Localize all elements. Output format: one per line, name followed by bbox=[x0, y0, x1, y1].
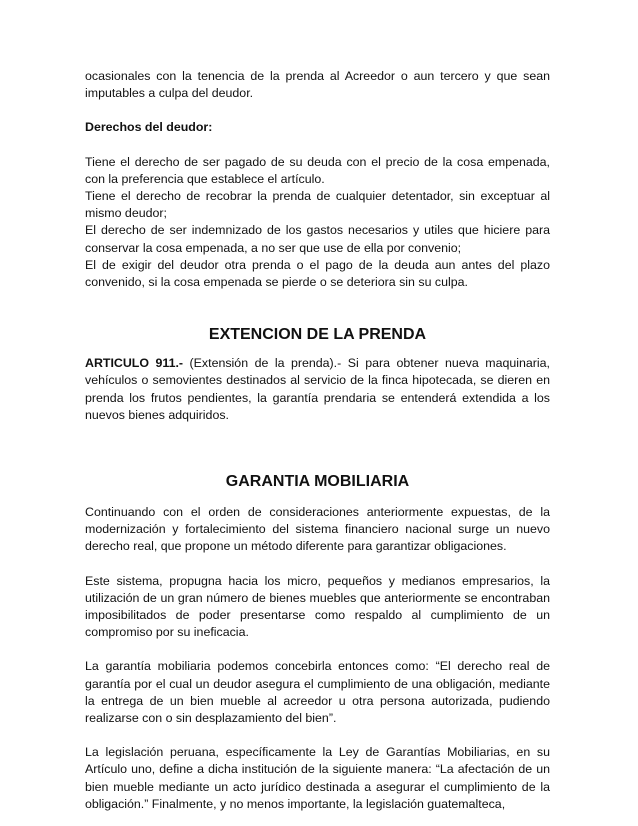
debtor-right-2: Tiene el derecho de recobrar la prenda de cualquier detentador, sin exceptuar al mismo deudor; bbox=[85, 189, 550, 221]
debtor-right-4: El de exigir del deudor otra prenda o el pago de la deuda aun antes del plazo convenido, si la cosa empenada se pierde o se deteriora sin su culpa. bbox=[85, 257, 550, 290]
garantia-paragraph-3: La garantía mobiliaria podemos concebirla entonces como: “El derecho real de garantía por el cual un deudor asegura el cumplimiento de una obligación, mediante la entrega de un bien mueble al acreedor u otra persona autorizada, pudiendo realizarse con o sin desplazamiento del bien”. bbox=[85, 659, 550, 726]
article-911-paragraph bbox=[85, 355, 550, 424]
article-text: (Extensión de la prenda).- Si para obtener nueva maquinaria, vehículos o semovientes destinados al servicio de la finca hipotecada, se dieren en prenda los frutos pendientes, la garantía prendaria se entenderá extendida a los nuevos bienes adquiridos. bbox=[85, 356, 550, 422]
debtor-rights-heading: Derechos del deudor: bbox=[85, 120, 213, 135]
section-title-garantia: GARANTIA MOBILIARIA bbox=[225, 473, 410, 491]
debtor-right-3: El derecho de ser indemnizado de los gastos necesarios y utiles que hiciere para conservar la cosa empenada, a no ser que use de ella por convenio; bbox=[85, 223, 550, 255]
document-page bbox=[85, 68, 550, 813]
paragraph-continuation: ocasionales con la tenencia de la prenda al Acreedor o aun tercero y que sean imputables a culpa del deudor. bbox=[85, 69, 550, 101]
debtor-right-1: Tiene el derecho de ser pagado de su deuda con el precio de la cosa empenada, con la preferencia que establece el artículo. bbox=[85, 154, 550, 186]
article-label: ARTICULO 911.- bbox=[85, 356, 184, 371]
garantia-paragraph-1: Continuando con el orden de consideraciones anteriormente expuestas, de la modernización y fortalecimiento del sistema financiero nacional surge un nuevo derecho real, que propone un método diferente para garantizar obligaciones. bbox=[85, 505, 550, 554]
section-title-extension: EXTENCION DE LA PRENDA bbox=[208, 326, 427, 344]
garantia-paragraph-2: Este sistema, propugna hacia los micro, pequeños y medianos empresarios, la utilización de un gran número de bienes muebles que anteriormente se encontraban imposibilitados de poder presentarse como respaldo al cumplimiento de un compromiso por su ineficacia. bbox=[85, 573, 550, 640]
garantia-paragraph-4: La legislación peruana, específicamente la Ley de Garantías Mobiliarias, en su Artículo uno, define a dicha institución de la siguiente manera: “La afectación de un bien mueble mediante un acto jurídico destinada a asegurar el cumplimiento de la obligación.” Finalmente, y no menos importante, la legislación guatemalteca, bbox=[85, 745, 550, 811]
